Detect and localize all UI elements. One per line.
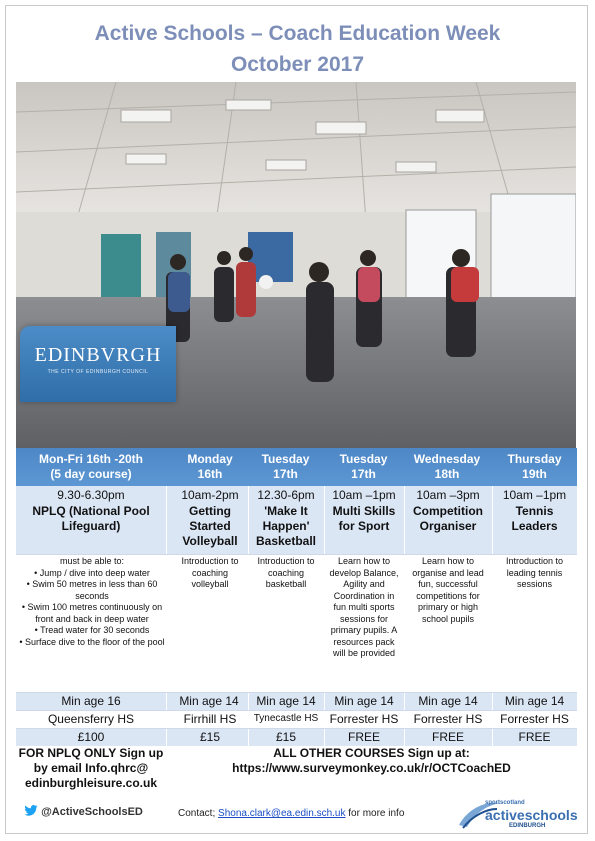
header-date: 16th bbox=[197, 467, 223, 481]
column-divider bbox=[324, 486, 325, 746]
age-wednesday: Min age 14 bbox=[418, 694, 478, 708]
signup-url-link[interactable]: https://www.surveymonkey.co.uk/r/OCTCoachED bbox=[232, 761, 511, 775]
price-monday: £15 bbox=[199, 730, 221, 744]
course-volleyball: Getting Started Volleyball bbox=[182, 504, 238, 548]
header-nplq bbox=[16, 448, 166, 486]
header-date: 18th bbox=[434, 467, 460, 481]
time-thursday: 10am –1pm bbox=[502, 488, 567, 502]
other-signup-heading: ALL OTHER COURSES Sign up at: bbox=[273, 746, 470, 760]
header-thursday bbox=[492, 448, 577, 486]
row-divider bbox=[16, 728, 577, 729]
time-wednesday: 10am –3pm bbox=[416, 488, 480, 502]
contact-line bbox=[178, 808, 404, 819]
time-tuesday-basketball: 12.30-6pm bbox=[257, 488, 315, 502]
twitter-bird-icon bbox=[24, 805, 38, 816]
age-monday: Min age 14 bbox=[179, 694, 239, 708]
header-day: Wednesday bbox=[413, 452, 481, 466]
course-basketball: 'Make It Happen' Basketball bbox=[255, 504, 317, 548]
row-divider bbox=[16, 710, 577, 711]
twitter-handle-text: @ActiveSchoolsED bbox=[41, 806, 143, 818]
time-nplq: 9.30-6.30pm bbox=[57, 488, 125, 502]
venue-tuesday-multiskills: Forrester HS bbox=[329, 712, 399, 726]
edinburgh-council-logo bbox=[20, 326, 176, 402]
twitter-handle[interactable] bbox=[24, 805, 143, 818]
header-day-extra: (5 day course) bbox=[50, 467, 132, 481]
contact-prefix: Contact; bbox=[178, 808, 216, 819]
description-volleyball: Introduction to coaching volleyball bbox=[181, 556, 239, 589]
header-tuesday-basketball bbox=[248, 448, 323, 486]
price-tuesday-basketball: £15 bbox=[275, 730, 297, 744]
header-date: 17th bbox=[351, 467, 376, 481]
price-tuesday-multiskills: FREE bbox=[347, 730, 380, 744]
header-monday bbox=[174, 448, 246, 486]
row-divider bbox=[16, 554, 577, 555]
course-competition: Competition Organiser bbox=[413, 504, 483, 533]
poster-title: Active Schools – Coach Education Week bbox=[94, 22, 501, 45]
logo-name: EDINBVRGH bbox=[34, 344, 162, 366]
time-tuesday-multiskills: 10am –1pm bbox=[332, 488, 396, 502]
description-multiskills: Learn how to develop Balance, Agility and Coordination in fun multi sports sessions for primary pupils. A resources pack will be provided bbox=[329, 556, 399, 658]
venue-wednesday: Forrester HS bbox=[413, 712, 483, 726]
header-day: Monday bbox=[187, 452, 233, 466]
header-tuesday-multiskills bbox=[324, 448, 403, 486]
description-competition: Learn how to organise and lead fun, successful competitions for primary or high school pupils bbox=[412, 556, 484, 624]
nplq-signup-text: FOR NPLQ ONLY Sign up by email Info.qhrc@ edinburghleisure.co.uk bbox=[18, 746, 164, 790]
column-divider bbox=[248, 486, 249, 746]
header-day: Tuesday bbox=[261, 452, 310, 466]
header-wednesday bbox=[404, 448, 490, 486]
course-tennis: Tennis Leaders bbox=[511, 504, 558, 533]
brand-activeschools: activeschools bbox=[485, 807, 578, 823]
age-tuesday-basketball: Min age 14 bbox=[256, 694, 316, 708]
header-day: Tuesday bbox=[339, 452, 388, 466]
header-day: Mon-Fri 16th -20th bbox=[39, 452, 143, 466]
age-nplq: Min age 16 bbox=[61, 694, 121, 708]
list-item: • Surface dive to the floor of the pool bbox=[19, 636, 165, 647]
row-divider bbox=[16, 692, 577, 693]
course-table bbox=[16, 448, 577, 746]
poster-subtitle: October 2017 bbox=[230, 53, 365, 76]
venue-thursday: Forrester HS bbox=[500, 712, 569, 726]
logo-subtitle: THE CITY OF EDINBURGH COUNCIL bbox=[47, 369, 149, 375]
header-date: 17th bbox=[273, 467, 298, 481]
age-thursday: Min age 14 bbox=[504, 694, 565, 708]
column-divider bbox=[166, 486, 167, 746]
contact-email-link[interactable]: Shona.clark@ea.edin.sch.uk bbox=[218, 808, 346, 819]
requirements-list bbox=[18, 568, 166, 649]
list-item: • Jump / dive into deep water bbox=[34, 567, 150, 578]
price-wednesday: FREE bbox=[431, 730, 464, 744]
brand-sportscotland: sportscotland bbox=[485, 800, 525, 806]
active-schools-logo bbox=[457, 797, 577, 836]
price-nplq: £100 bbox=[77, 730, 105, 744]
header-date: 19th bbox=[522, 467, 547, 481]
list-item: • Swim 100 metres continuously on front and back in deep water bbox=[21, 602, 163, 624]
venue-monday: Firrhill HS bbox=[183, 712, 237, 726]
description-intro: must be able to: bbox=[59, 556, 125, 566]
contact-suffix: for more info bbox=[348, 808, 405, 819]
column-divider bbox=[492, 486, 493, 746]
column-divider bbox=[404, 486, 405, 746]
description-nplq bbox=[18, 556, 166, 648]
price-thursday: FREE bbox=[518, 730, 551, 744]
time-monday: 10am-2pm bbox=[181, 488, 239, 502]
course-multiskills: Multi Skills for Sport bbox=[332, 504, 396, 533]
description-tennis: Introduction to leading tennis sessions bbox=[505, 556, 564, 589]
course-nplq: NPLQ (National Pool Lifeguard) bbox=[32, 504, 150, 533]
brand-edinburgh: EDINBURGH bbox=[509, 823, 546, 829]
venue-tuesday-basketball: Tynecastle HS bbox=[253, 713, 319, 724]
other-courses-signup bbox=[166, 746, 577, 776]
list-item: • Tread water for 30 seconds bbox=[34, 625, 150, 635]
header-day: Thursday bbox=[507, 452, 562, 466]
list-item: • Swim 50 metres in less than 60 seconds bbox=[26, 579, 158, 601]
venue-nplq: Queensferry HS bbox=[47, 712, 135, 726]
age-tuesday-multiskills: Min age 14 bbox=[334, 694, 394, 708]
description-basketball: Introduction to coaching basketball bbox=[257, 556, 315, 589]
